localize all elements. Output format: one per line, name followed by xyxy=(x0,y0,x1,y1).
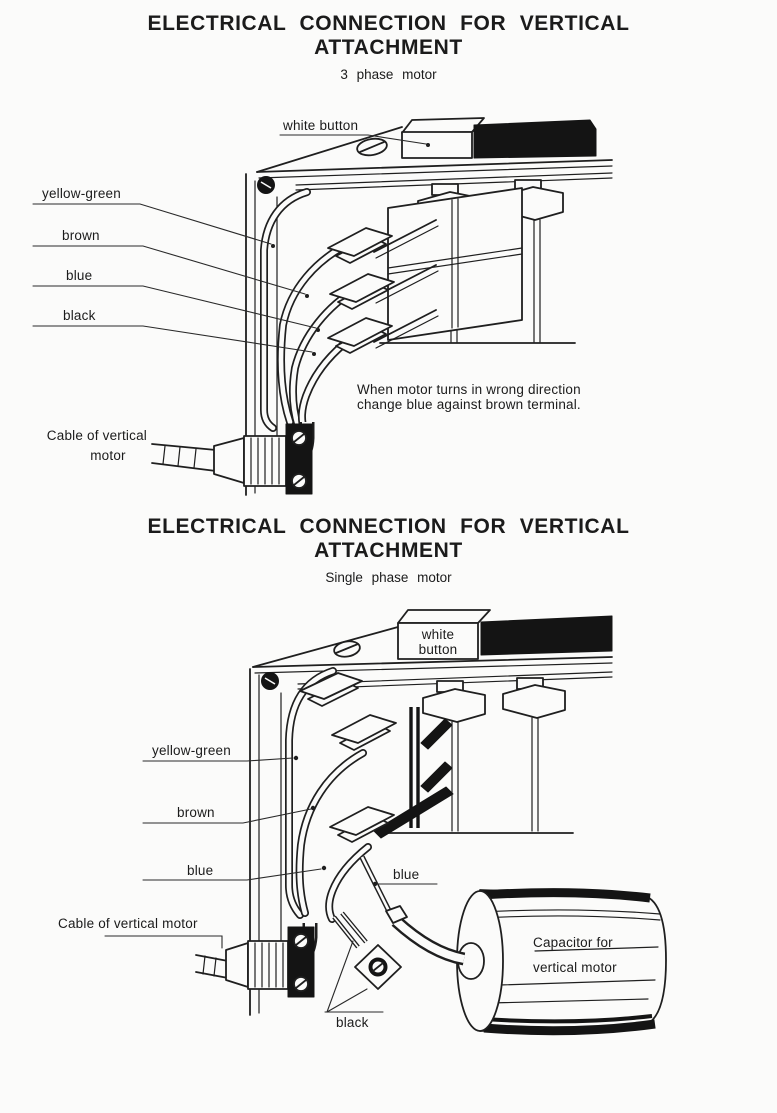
capacitor-drawing xyxy=(457,890,666,1031)
label-blue: blue xyxy=(66,268,93,283)
page-title-line2: ATTACHMENT xyxy=(314,36,463,59)
diamond-screw-plate xyxy=(355,945,401,989)
label-yellow-green-2: yellow-green xyxy=(152,743,231,758)
white-button-drawing-2 xyxy=(398,610,490,659)
page-title2-line2: ATTACHMENT xyxy=(314,539,463,562)
page-title-line1: ELECTRICAL CONNECTION FOR VERTICAL xyxy=(147,12,630,35)
label-cable-2: Cable of vertical motor xyxy=(58,916,198,931)
cable-gland xyxy=(152,422,312,494)
label-brown: brown xyxy=(62,228,100,243)
white-button-text-line1: white xyxy=(421,627,455,642)
label-blue-left: blue xyxy=(187,863,214,878)
corner-screw-icon-2 xyxy=(262,673,279,690)
subtitle-single-phase: Single phase motor xyxy=(325,570,452,585)
diagram-3-phase-motor xyxy=(0,100,777,515)
cable-gland-2 xyxy=(196,923,314,997)
corner-screw-icon xyxy=(258,177,275,194)
label-capacitor-line2: vertical motor xyxy=(533,960,617,975)
white-button-drawing xyxy=(402,118,484,158)
white-button-text-line2: button xyxy=(418,642,458,657)
plate-screw-icon-2 xyxy=(333,639,361,658)
black-terminal-block-2 xyxy=(481,616,612,655)
label-capacitor-line1: Capacitor for xyxy=(533,935,613,950)
page-title2-line1: ELECTRICAL CONNECTION FOR VERTICAL xyxy=(147,515,630,538)
fuse-grid-panel xyxy=(374,188,522,348)
note-wrong-direction-line2: change blue against brown terminal. xyxy=(357,397,581,412)
label-cable-line2: motor xyxy=(90,448,126,463)
note-wrong-direction-line1: When motor turns in wrong direction xyxy=(357,382,581,397)
label-black-2: black xyxy=(336,1015,369,1030)
section-top-heading xyxy=(0,12,777,82)
capacitor-cable xyxy=(386,906,464,959)
label-white-button: white button xyxy=(283,118,359,133)
spade-connectors-2 xyxy=(300,673,396,842)
label-blue-right: blue xyxy=(393,867,420,882)
section-bottom-heading xyxy=(0,515,777,585)
subtitle-3-phase: 3 phase motor xyxy=(340,67,437,82)
label-yellow-green: yellow-green xyxy=(42,186,121,201)
diagram-single-phase-motor xyxy=(0,595,777,1057)
wires xyxy=(264,192,360,430)
label-cable-line1: Cable of vertical xyxy=(46,428,147,443)
label-brown-2: brown xyxy=(177,805,215,820)
label-black: black xyxy=(63,308,96,323)
black-terminal-block xyxy=(474,120,596,158)
